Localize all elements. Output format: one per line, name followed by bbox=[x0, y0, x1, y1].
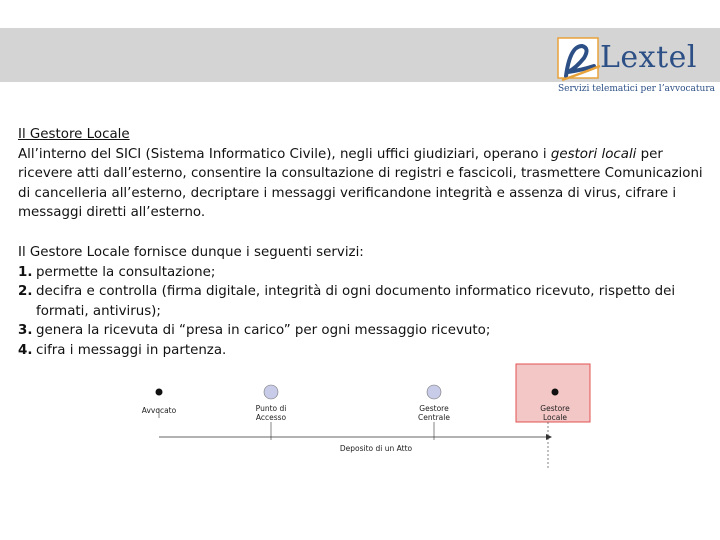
list-number: 4. bbox=[18, 342, 33, 358]
node-label-line: Punto di bbox=[255, 404, 287, 413]
list-item bbox=[18, 282, 708, 321]
node-label-line: Gestore bbox=[540, 404, 570, 413]
node-label-line: Centrale bbox=[418, 413, 450, 422]
node-avvocato bbox=[156, 389, 163, 396]
node-label-gestore-centrale bbox=[399, 404, 469, 422]
node-label-line: Accesso bbox=[255, 413, 287, 422]
node-label-line: Locale bbox=[542, 413, 568, 422]
list-text: cifra i messaggi in partenza. bbox=[36, 342, 227, 358]
section-heading: Il Gestore Locale bbox=[18, 127, 130, 142]
node-label-avvocato bbox=[124, 406, 194, 415]
list-text: decifra e controlla (firma digitale, integrità di ogni documento informatico ricevuto, rispetto dei formati, antivirus); bbox=[36, 284, 676, 319]
list-number: 2. bbox=[18, 284, 33, 300]
node-label-line: Avvocato bbox=[141, 406, 177, 415]
services-intro: Il Gestore Locale fornisce dunque i seguenti servizi: bbox=[18, 244, 364, 260]
logo-wordmark: Lextel bbox=[600, 40, 697, 75]
node-label-gestore-locale bbox=[520, 404, 590, 422]
flow-diagram bbox=[130, 360, 610, 480]
list-text: permette la consultazione; bbox=[36, 264, 216, 280]
lextel-logo bbox=[552, 30, 718, 100]
services-list bbox=[18, 263, 708, 361]
node-label-line: Gestore bbox=[419, 404, 449, 413]
list-number: 3. bbox=[18, 323, 33, 339]
intro-suffix: per ricevere atti dall’esterno, consentire la consultazione di registri e fascicoli, trasmettere Comunicazioni di cancelleria all’esterno, decriptare i messaggi verificandone integrità e assenza di virus, cifrare i messaggi diretti all’esterno. bbox=[18, 146, 703, 221]
list-number: 1. bbox=[18, 264, 33, 280]
node-label-punto-accesso bbox=[236, 404, 306, 422]
logo-tagline: Servizi telematici per l’avvocatura bbox=[558, 84, 715, 94]
flow-arrowhead-icon bbox=[546, 434, 552, 440]
flow-label: Deposito di un Atto bbox=[339, 444, 413, 453]
main-content bbox=[18, 125, 708, 361]
list-item bbox=[18, 263, 708, 283]
list-item bbox=[18, 321, 708, 341]
paragraph-gap bbox=[18, 223, 708, 243]
list-item bbox=[18, 341, 708, 361]
intro-emphasis: gestori locali bbox=[550, 146, 637, 162]
node-punto-accesso bbox=[264, 385, 278, 399]
intro-paragraph bbox=[18, 145, 708, 223]
node-gestore-locale bbox=[552, 389, 559, 396]
top-bar bbox=[0, 0, 720, 28]
node-gestore-centrale bbox=[427, 385, 441, 399]
intro-prefix: All’interno del SICI (Sistema Informatico Civile), negli uffici giudiziari, operano i bbox=[18, 146, 551, 162]
logo-mark-icon bbox=[556, 36, 602, 86]
list-text: genera la ricevuta di “presa in carico” per ogni messaggio ricevuto; bbox=[36, 323, 491, 339]
